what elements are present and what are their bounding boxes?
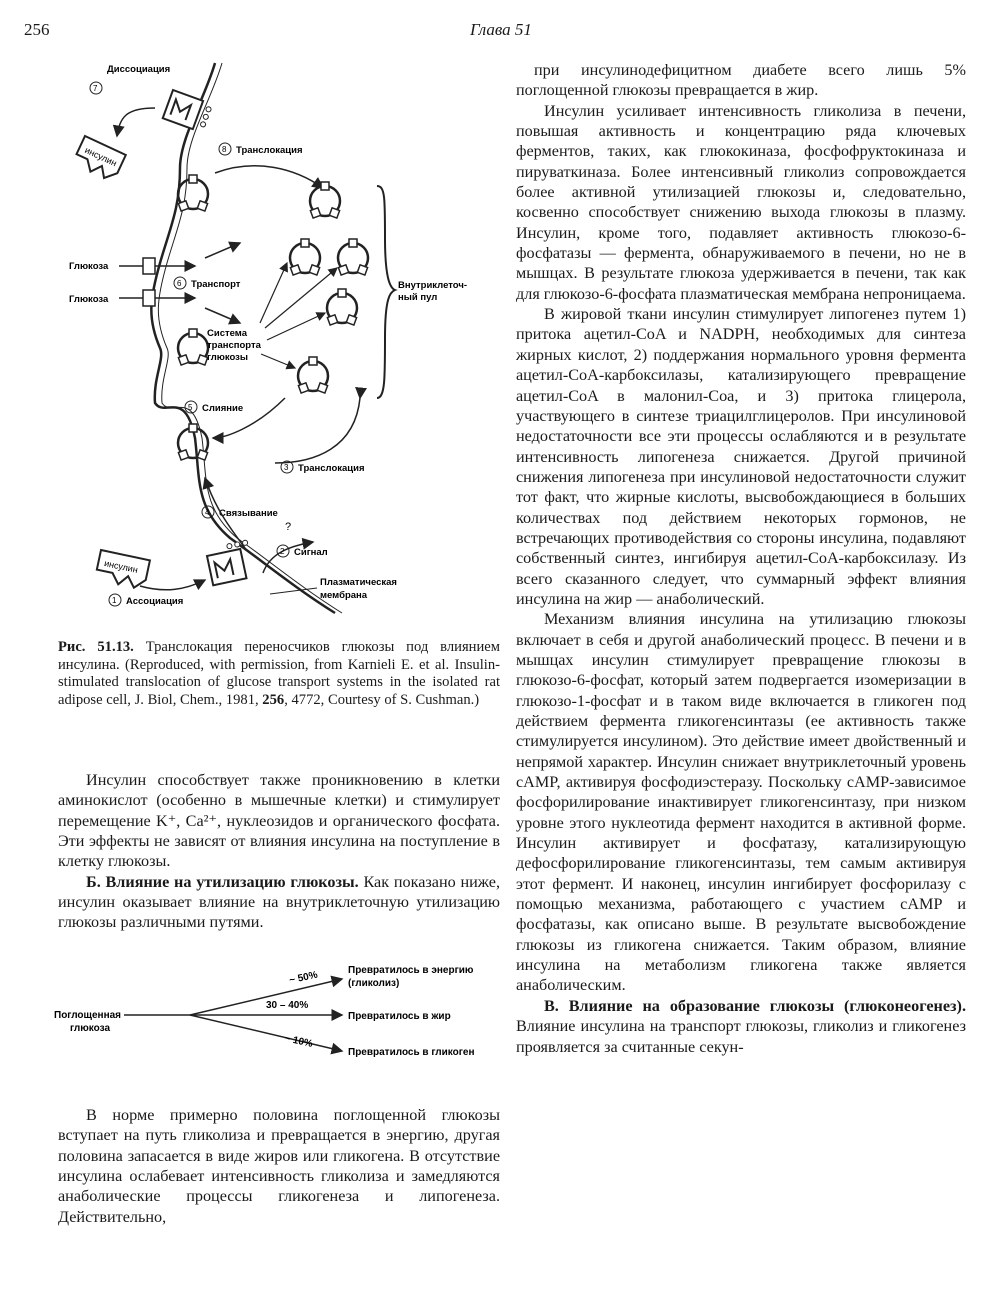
translocation-diagram: [55, 58, 495, 618]
receptor-top: [163, 90, 213, 133]
page-number: 256: [24, 20, 50, 39]
label-to-energy-1: Превратилось в энергию: [348, 965, 474, 976]
label-to-fat: Превратилось в жир: [348, 1011, 451, 1022]
glucose-utilization-diagram: [52, 965, 502, 1065]
label-intracellular-pool-1: Внутриклеточ-: [398, 280, 468, 291]
label-fusion: Слияние: [202, 403, 244, 414]
paragraph: В. Влияние на образование глюкозы (глюконеогенез). Влияние инсулина на транспорт глюкозы, гликолиз и гликогенез проявляется за считанные секун-: [516, 996, 966, 1056]
label-system-2: транспорта: [207, 340, 261, 351]
paragraph: Инсулин усиливает интенсивность гликолиза в печени, повышая активность и концентрацию ряда ключевых ферментов, таких, как глюкокиназа, фосфофруктокиназа и пируваткиназа. Более интенсивный гликолиз сопровождается более активной утилизацией глюкозы и, следовательно, косвенно способствует снижению выхода глюкозы в плазму. Инсулин, кроме того, подавляет активность глюкозо-6-фосфатазы — фермента, обнаруживаемого в печени, но не в мышцах. В результате глюкоза удерживается в печени, так как для глюкозо-6-фосфата плазматическая мембрана непроницаема.: [516, 101, 966, 303]
right-column: [516, 60, 966, 1057]
svg-text:1: 1: [112, 596, 117, 605]
svg-text:2: 2: [280, 547, 285, 556]
paragraph: Инсулин способствует также проникновению в клетки аминокислот (особенно в мышечные клетки) и стимулирует перемещение K⁺, Ca²⁺, нуклеозидов и органического фосфата. Эти эффекты не зависят от влияния инсулина на поступление в клетку глюкозы.: [58, 771, 500, 871]
label-membrane-2: мембрана: [320, 590, 368, 601]
paragraph: при инсулинодефицитном диабете всего лишь 5% поглощенной глюкозы превращается в жир.: [516, 61, 966, 100]
label-translocation-top: Транслокация: [236, 145, 303, 156]
label-binding: Связывание: [219, 508, 278, 519]
paragraph: В норме примерно половина поглощенной глюкозы вступает на путь гликолиза и превращается в энергию, другая половина запасается в виде жиров или гликогена. В отсутствие инсулина ослабевает интенсивность гликолиза и замедляются анаболические процессы гликогенеза и липогенеза. Действительно,: [58, 1106, 500, 1226]
label-glucose-1: Глюкоза: [69, 261, 109, 272]
svg-text:?: ?: [285, 521, 292, 533]
label-to-energy-2: (гликолиз): [348, 978, 400, 989]
svg-text:8: 8: [222, 145, 227, 154]
label-absorbed-glucose-1: Поглощенная: [54, 1010, 122, 1021]
insulin-molecule-top: [72, 136, 125, 182]
receptor-bottom: [205, 540, 254, 586]
chapter-title: Глава 51: [470, 20, 532, 39]
step-7: 7: [93, 84, 98, 93]
svg-text:инсулин: инсулин: [103, 558, 139, 575]
left-column-bottom: [58, 1105, 500, 1227]
pct-fat: 30 – 40%: [266, 1000, 309, 1011]
paragraph: В жировой ткани инсулин стимулирует липогенез путем 1) притока ацетил-CoA и NADPH, необходимых для синтеза жирных кислот, 2) поддержания нормального уровня фермента ацетил-CoA-карбоксилазы, катализирующего превращение ацетил-CoA в малонил-Coa, и 3) притока глицерола, участвующего в синтезе триацилглицеролов. При инсулиновой недостаточности все эти процессы ослабляются и в результате интенсивность липогенеза снижается. Другой причиной снижения липогенеза при инсулиновой недостаточности служит тот факт, что жирные кислоты, высвобождающиеся в больших количествах под действием некоторых гормонов, не встречающих противодействия со стороны инсулина, подавляют собственный синтез, ингибируя ацетил-CoA-карбоксилазу. Из всего сказанного следует, что суммарный эффект влияния инсулина на жир — анаболический.: [516, 305, 966, 608]
paragraph: Механизм влияния инсулина на утилизацию глюкозы включает в себя и другой анаболический процесс. В печени и в мышцах инсулин стимулирует превращение глюкозы в глюкозо-6-фосфат, который затем подвергается изомеризации в глюкозо-1-фосфат и в таком виде включается в гликоген под действием фермента гликогенсинтазы (ее активность также стимулируется инсулином). Это действие имеет двойственный и непрямой характер. Инсулин снижает внутриклеточный уровень cAMP, активируя фосфодиэстеразу. Поскольку cAMP-зависимое фосфорилирование инактивирует гликогенсинтазу, при низком уровне этого нуклеотида фермент находится в активной форме. Инсулин активирует и фосфатазу, катализирующую дефосфорилирование гликогенсинтазы, тем самым активируя этот фермент. И наконец, инсулин ингибирует фосфорилазу с помощью механизма, работающего с участием cAMP и фосфатазы, как описано выше. В результате высвобождение глюкозы из гликогена снижается. Таким образом, влияние инсулина на метаболизм гликогена также является анаболическим.: [516, 610, 966, 995]
svg-text:инсулин: инсулин: [83, 144, 119, 169]
label-glucose-2: Глюкоза: [69, 294, 109, 305]
figure-caption: Рис. 51.13. Транслокация переносчиков глюкозы под влиянием инсулина. (Reproduced, with permission, from Karnieli E. et al. Insulin-stimulated translocation of glucose transport systems in the isolated rat adipose cell, J. Biol, Chem., 1981, 256, 4772, Courtesy of S. Cushman.): [58, 639, 500, 708]
label-association: Ассоциация: [126, 596, 184, 607]
label-intracellular-pool-2: ный пул: [398, 292, 438, 303]
insulin-molecule-bottom: [95, 550, 150, 590]
svg-text:5: 5: [188, 403, 193, 412]
label-system-3: глюкозы: [207, 352, 249, 363]
pct-energy: ~ 50%: [288, 969, 319, 987]
label-absorbed-glucose-2: глюкоза: [70, 1023, 111, 1034]
svg-text:3: 3: [284, 463, 289, 472]
svg-text:6: 6: [177, 279, 182, 288]
label-system-1: Система: [207, 328, 247, 339]
svg-text:4: 4: [205, 508, 210, 517]
paragraph: Б. Влияние на утилизацию глюкозы. Как показано ниже, инсулин оказывает влияние на внутриклеточную утилизацию глюкозы различными путями.: [58, 872, 500, 932]
left-column: [58, 770, 500, 933]
label-to-glycogen: Превратилось в гликоген: [348, 1047, 475, 1058]
label-transport: Транспорт: [191, 279, 241, 290]
label-translocation-bottom: Транслокация: [298, 463, 365, 474]
label-dissociation: Диссоциация: [107, 64, 171, 75]
label-signal: Сигнал: [294, 547, 328, 558]
label-membrane-1: Плазматическая: [320, 577, 397, 588]
pct-glycogen: ~ 10%: [283, 1033, 314, 1050]
